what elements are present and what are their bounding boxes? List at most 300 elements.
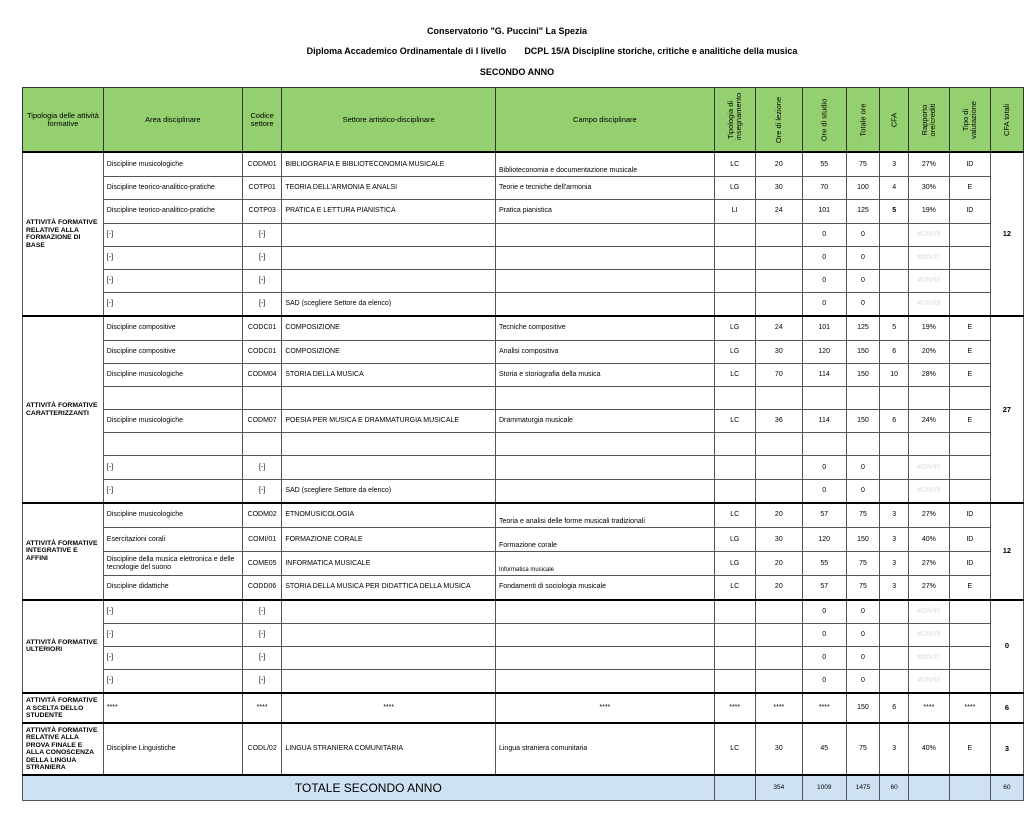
cell-area: [-]: [103, 269, 242, 292]
cell-codice: CODL/02: [242, 723, 281, 775]
cell-lez: 24: [755, 316, 802, 340]
cell-settore: BIBLIOGRAFIA E BIBLIOTECONOMIA MUSICALE: [282, 152, 496, 177]
cell-settore: STORIA DELLA MUSICA PER DIDATTICA DELLA MUSICA: [282, 576, 496, 600]
cell-rap: 19%: [908, 316, 949, 340]
cell-stu: 55: [802, 152, 846, 177]
cell-codice: [-]: [242, 456, 281, 479]
cell-cfa: 4: [880, 177, 908, 200]
cell-tot: 75: [846, 152, 880, 177]
table-row: [23, 152, 1024, 177]
col-area: Area disciplinare: [103, 88, 242, 153]
cell-rap: 40%: [908, 528, 949, 552]
col-totale-ore: Totale ore: [846, 88, 880, 153]
cell-campo: Analisi compositiva: [495, 340, 714, 363]
cell-campo: Informatica musicale: [495, 552, 714, 576]
cell-tip: [714, 433, 755, 456]
cell-tot: 75: [846, 503, 880, 528]
cell-lez: 30: [755, 723, 802, 775]
cell-campo: [495, 269, 714, 292]
table-row: [23, 503, 1024, 528]
table-row: [23, 646, 1024, 669]
total-tip: [714, 775, 755, 801]
cell-tip: LG: [714, 528, 755, 552]
cell-area: Discipline Linguistiche: [103, 723, 242, 775]
group-label-scelta: ATTIVITÀ FORMATIVE A SCELTA DELLO STUDENTE: [23, 693, 104, 723]
cell-tip: LG: [714, 177, 755, 200]
cell-tot: 150: [846, 340, 880, 363]
col-codice: Codice settore: [242, 88, 281, 153]
cell-campo: Tecniche compositive: [495, 316, 714, 340]
cell-campo: [495, 623, 714, 646]
diploma-name: Diploma Accademico Ordinamentale di I livello: [306, 46, 507, 56]
table-row: [23, 433, 1024, 456]
cfa-totali-prova: 3: [990, 723, 1023, 775]
total-row: [23, 775, 1024, 801]
cell-campo: [495, 456, 714, 479]
cell-codice: CODC01: [242, 316, 281, 340]
total-rap: [908, 775, 949, 801]
cell-codice: [242, 433, 281, 456]
total-stu: 1009: [802, 775, 846, 801]
col-valutazione: Tipo di valutazione: [949, 88, 990, 153]
cell-codice: CODM04: [242, 363, 281, 386]
cell-lez: [755, 479, 802, 503]
cell-cfa: 3: [880, 528, 908, 552]
cell-rap: 24%: [908, 410, 949, 433]
cell-val: [949, 646, 990, 669]
cell-tip: LC: [714, 363, 755, 386]
cell-lez: [755, 646, 802, 669]
cell-codice: [-]: [242, 246, 281, 269]
cell-campo: [495, 386, 714, 409]
cell-cfa: 5: [880, 200, 908, 223]
cell-cfa: [880, 433, 908, 456]
cell-area: Discipline didattiche: [103, 576, 242, 600]
cell-cfa: 6: [880, 340, 908, 363]
cell-settore: INFORMATICA MUSICALE: [282, 552, 496, 576]
cell-tip: LI: [714, 200, 755, 223]
col-campo: Campo disciplinare: [495, 88, 714, 153]
cell-val: E: [949, 723, 990, 775]
table-row: [23, 600, 1024, 624]
cell-settore: COMPOSIZIONE: [282, 340, 496, 363]
cell-val: ID: [949, 528, 990, 552]
cell-val: [949, 600, 990, 624]
cell-val: E: [949, 316, 990, 340]
cell-campo: [495, 293, 714, 317]
cell-stu: [802, 433, 846, 456]
cell-codice: CODM02: [242, 503, 281, 528]
table-row: [23, 456, 1024, 479]
cell-codice: [-]: [242, 670, 281, 694]
cell-cfa: [880, 670, 908, 694]
cell-campo: Pratica pianistica: [495, 200, 714, 223]
cell-area: Discipline compositive: [103, 340, 242, 363]
cell-val: [949, 479, 990, 503]
cell-settore: [282, 223, 496, 246]
cell-area: [-]: [103, 479, 242, 503]
total-tot: 1475: [846, 775, 880, 801]
cell-rap: 27%: [908, 503, 949, 528]
cell-rap: 20%: [908, 340, 949, 363]
cell-tot: 100: [846, 177, 880, 200]
cell-tot: 125: [846, 200, 880, 223]
cell-tip: [714, 670, 755, 694]
table-row: [23, 528, 1024, 552]
cell-settore: SAD (scegliere Settore da elenco): [282, 479, 496, 503]
cell-val: E: [949, 576, 990, 600]
cell-area: [-]: [103, 246, 242, 269]
cell-stu: 0: [802, 456, 846, 479]
cell-lez: [755, 670, 802, 694]
cell-campo: Teorie e tecniche dell'armonia: [495, 177, 714, 200]
cell-cfa: [880, 269, 908, 292]
cell-stu: 57: [802, 503, 846, 528]
cell-tot: 0: [846, 246, 880, 269]
cell-lez: [755, 600, 802, 624]
cell-area: [-]: [103, 456, 242, 479]
cell-settore: ****: [282, 693, 496, 723]
cell-rap: #DIV/0!: [908, 623, 949, 646]
cell-rap: #DIV/0!: [908, 223, 949, 246]
cell-area: [-]: [103, 646, 242, 669]
cell-stu: 101: [802, 200, 846, 223]
cell-campo: [495, 246, 714, 269]
cell-rap: 27%: [908, 552, 949, 576]
cell-cfa: [880, 479, 908, 503]
cell-settore: [282, 456, 496, 479]
cfa-totali-integrative: 12: [990, 503, 1023, 600]
cell-lez: [755, 456, 802, 479]
cell-stu: 0: [802, 623, 846, 646]
cell-codice: CODD06: [242, 576, 281, 600]
table-row: [23, 693, 1024, 723]
cell-tip: [714, 223, 755, 246]
cell-cfa: [880, 456, 908, 479]
group-label-prova: ATTIVITÀ FORMATIVE RELATIVE ALLA PROVA FINALE E ALLA CONOSCENZA DELLA LINGUA STRANIERA: [23, 723, 104, 775]
cell-tot: 0: [846, 223, 880, 246]
cell-settore: [282, 246, 496, 269]
cell-codice: [242, 386, 281, 409]
cell-area: Esercitazioni corali: [103, 528, 242, 552]
cell-settore: [282, 269, 496, 292]
cell-tot: 75: [846, 552, 880, 576]
cell-val: ID: [949, 200, 990, 223]
cell-campo: [495, 433, 714, 456]
cell-tip: [714, 623, 755, 646]
col-ore-lezione: Ore di lezione: [755, 88, 802, 153]
cell-area: [-]: [103, 600, 242, 624]
cell-campo: [495, 600, 714, 624]
cell-tot: 75: [846, 576, 880, 600]
cell-settore: PRATICA E LETTURA PIANISTICA: [282, 200, 496, 223]
cell-stu: 45: [802, 723, 846, 775]
cell-rap: 19%: [908, 200, 949, 223]
cell-settore: [282, 646, 496, 669]
cell-campo: [495, 223, 714, 246]
cell-tot: 0: [846, 269, 880, 292]
cell-cfa: [880, 386, 908, 409]
cell-codice: [-]: [242, 623, 281, 646]
cell-campo: [495, 479, 714, 503]
cell-rap: #DIV/0!: [908, 456, 949, 479]
cell-codice: CODM07: [242, 410, 281, 433]
cell-codice: CODM01: [242, 152, 281, 177]
cell-val: E: [949, 410, 990, 433]
cell-codice: [-]: [242, 646, 281, 669]
cell-val: E: [949, 363, 990, 386]
cell-campo: [495, 646, 714, 669]
cell-tip: [714, 600, 755, 624]
cell-codice: CODC01: [242, 340, 281, 363]
cell-tot: [846, 386, 880, 409]
year-title: SECONDO ANNO: [479, 67, 555, 77]
cell-campo: Fondamenti di sociologia musicale: [495, 576, 714, 600]
cell-cfa: [880, 600, 908, 624]
total-lez: 354: [755, 775, 802, 801]
cell-campo: ****: [495, 693, 714, 723]
col-tipologia-insegnamento: Tipologia di insegnamento: [714, 88, 755, 153]
cell-settore: STORIA DELLA MUSICA: [282, 363, 496, 386]
cell-tip: LC: [714, 503, 755, 528]
cell-tip: [714, 646, 755, 669]
cell-rap: #DIV/0!: [908, 269, 949, 292]
cell-rap: #DIV/0!: [908, 600, 949, 624]
cell-tot: 0: [846, 293, 880, 317]
cell-cfa: 3: [880, 152, 908, 177]
table-header-row: [23, 88, 1024, 153]
cell-rap: [908, 433, 949, 456]
cell-tot: 0: [846, 623, 880, 646]
cell-codice: COTP03: [242, 200, 281, 223]
cell-tot: 0: [846, 479, 880, 503]
cell-tot: 0: [846, 646, 880, 669]
cell-cfa: [880, 646, 908, 669]
cell-settore: SAD (scegliere Settore da elenco): [282, 293, 496, 317]
institution-title: Conservatorio "G. Puccini" La Spezia: [426, 26, 588, 36]
cell-stu: 0: [802, 246, 846, 269]
cell-stu: 114: [802, 363, 846, 386]
cell-val: E: [949, 340, 990, 363]
cell-lez: 20: [755, 503, 802, 528]
diploma-title: [40, 46, 1024, 56]
group-label-caratterizzanti: ATTIVITÀ FORMATIVE CARATTERIZZANTI: [23, 316, 104, 503]
cfa-totali-ulteriori: 0: [990, 600, 1023, 694]
cell-codice: COMI/01: [242, 528, 281, 552]
table-row: [23, 670, 1024, 694]
table-row: [23, 623, 1024, 646]
cell-val: ID: [949, 552, 990, 576]
cell-campo: Biblioteconomia e documentazione musicale: [495, 152, 714, 177]
cell-val: [949, 670, 990, 694]
cell-rap: 30%: [908, 177, 949, 200]
cell-settore: [282, 433, 496, 456]
cell-cfa: [880, 246, 908, 269]
cell-stu: 55: [802, 552, 846, 576]
cell-rap: 28%: [908, 363, 949, 386]
cell-cfa: 10: [880, 363, 908, 386]
cell-val: [949, 386, 990, 409]
cfa-totali-base: 12: [990, 152, 1023, 316]
cell-area: ****: [103, 693, 242, 723]
cell-area: Discipline compositive: [103, 316, 242, 340]
cell-stu: 101: [802, 316, 846, 340]
cell-tot: 125: [846, 316, 880, 340]
cell-area: Discipline della musica elettronica e delle tecnologie del suono: [103, 552, 242, 576]
total-cfa-totali: 60: [990, 775, 1023, 801]
cell-codice: ****: [242, 693, 281, 723]
cell-area: [103, 386, 242, 409]
table-body: [23, 152, 1024, 801]
table-row: [23, 246, 1024, 269]
cell-lez: 70: [755, 363, 802, 386]
cell-val: [949, 269, 990, 292]
cell-codice: [-]: [242, 223, 281, 246]
cell-settore: POESIA PER MUSICA E DRAMMATURGIA MUSICALE: [282, 410, 496, 433]
cell-tot: [846, 433, 880, 456]
table-row: [23, 177, 1024, 200]
cell-tip: [714, 479, 755, 503]
cell-cfa: 3: [880, 552, 908, 576]
cell-area: [-]: [103, 623, 242, 646]
cell-area: [103, 433, 242, 456]
cell-lez: [755, 623, 802, 646]
cell-area: [-]: [103, 670, 242, 694]
cell-cfa: 5: [880, 316, 908, 340]
cell-stu: 0: [802, 479, 846, 503]
cell-tip: [714, 293, 755, 317]
cell-rap: #DIV/0!: [908, 293, 949, 317]
cell-tip: LC: [714, 723, 755, 775]
cell-cfa: 3: [880, 576, 908, 600]
table-row: [23, 269, 1024, 292]
cell-val: [949, 246, 990, 269]
cell-stu: 0: [802, 293, 846, 317]
cell-stu: 114: [802, 410, 846, 433]
cell-area: [-]: [103, 293, 242, 317]
cell-rap: #DIV/0!: [908, 670, 949, 694]
cell-tip: LC: [714, 576, 755, 600]
cell-tip: ****: [714, 693, 755, 723]
cell-tip: LG: [714, 552, 755, 576]
cell-cfa: 6: [880, 410, 908, 433]
cell-stu: 120: [802, 528, 846, 552]
cell-stu: 0: [802, 646, 846, 669]
cell-tip: LC: [714, 152, 755, 177]
cell-campo: Storia e storiografia della musica: [495, 363, 714, 386]
cell-lez: 30: [755, 177, 802, 200]
cell-rap: 27%: [908, 152, 949, 177]
cell-codice: [-]: [242, 479, 281, 503]
cell-settore: [282, 386, 496, 409]
cell-lez: [755, 246, 802, 269]
table-row: [23, 410, 1024, 433]
cell-stu: 57: [802, 576, 846, 600]
cell-settore: [282, 670, 496, 694]
cell-settore: FORMAZIONE CORALE: [282, 528, 496, 552]
cell-stu: 0: [802, 600, 846, 624]
cell-val: [949, 223, 990, 246]
cell-stu: 120: [802, 340, 846, 363]
cell-cfa: [880, 223, 908, 246]
cell-lez: [755, 223, 802, 246]
cell-tot: 0: [846, 670, 880, 694]
cell-tip: LC: [714, 410, 755, 433]
table-row: [23, 386, 1024, 409]
table-row: [23, 576, 1024, 600]
cell-val: [949, 456, 990, 479]
cell-settore: [282, 623, 496, 646]
cell-stu: 0: [802, 223, 846, 246]
cell-tot: 75: [846, 723, 880, 775]
cell-campo: Lingua straniera comunitaria: [495, 723, 714, 775]
cell-lez: [755, 293, 802, 317]
cell-rap: #DIV/0!: [908, 246, 949, 269]
cell-rap: 27%: [908, 576, 949, 600]
cell-settore: LINGUA STRANIERA COMUNITARIA: [282, 723, 496, 775]
cell-lez: [755, 433, 802, 456]
cfa-totali-scelta: 6: [990, 693, 1023, 723]
cell-val: [949, 623, 990, 646]
cell-lez: 30: [755, 340, 802, 363]
cell-lez: 36: [755, 410, 802, 433]
col-cfa-totali: CFA totali: [990, 88, 1023, 153]
cell-tot: 150: [846, 363, 880, 386]
cell-settore: [282, 600, 496, 624]
cell-val: ID: [949, 152, 990, 177]
cell-codice: [-]: [242, 600, 281, 624]
table-row: [23, 316, 1024, 340]
cell-lez: ****: [755, 693, 802, 723]
col-tipologia-attivita: Tipologia delle attività formative: [23, 88, 104, 153]
cell-settore: TEORIA DELL'ARMONIA E ANALSI: [282, 177, 496, 200]
cell-cfa: 3: [880, 723, 908, 775]
table-row: [23, 340, 1024, 363]
cell-stu: [802, 386, 846, 409]
study-plan-table: [22, 87, 1024, 801]
group-label-base: ATTIVITÀ FORMATIVE RELATIVE ALLA FORMAZIONE DI BASE: [23, 152, 104, 316]
cell-cfa: 6: [880, 693, 908, 723]
cell-tip: [714, 269, 755, 292]
cell-codice: [-]: [242, 269, 281, 292]
cell-tot: 150: [846, 528, 880, 552]
total-label: TOTALE SECONDO ANNO: [23, 775, 715, 801]
cell-tot: 150: [846, 693, 880, 723]
cell-rap: [908, 386, 949, 409]
cell-campo: Teoria e analisi delle forme musicali tradizionali: [495, 503, 714, 528]
col-settore: Settore artistico-disciplinare: [282, 88, 496, 153]
total-cfa: 60: [880, 775, 908, 801]
cell-rap: 40%: [908, 723, 949, 775]
cell-area: Discipline teorico-analitico-pratiche: [103, 177, 242, 200]
cell-rap: #DIV/0!: [908, 646, 949, 669]
cell-lez: 24: [755, 200, 802, 223]
cell-codice: COME05: [242, 552, 281, 576]
cell-cfa: 3: [880, 503, 908, 528]
cfa-totali-caratterizzanti: 27: [990, 316, 1023, 503]
table-row: [23, 200, 1024, 223]
cell-stu: ****: [802, 693, 846, 723]
cell-rap: #DIV/0!: [908, 479, 949, 503]
cell-cfa: [880, 293, 908, 317]
cell-val: E: [949, 177, 990, 200]
cell-val: ID: [949, 503, 990, 528]
group-label-ulteriori: ATTIVITÀ FORMATIVE ULTERIORI: [23, 600, 104, 694]
cell-stu: 70: [802, 177, 846, 200]
cell-campo: Formazione corale: [495, 528, 714, 552]
cell-tip: LG: [714, 316, 755, 340]
cell-campo: [495, 670, 714, 694]
